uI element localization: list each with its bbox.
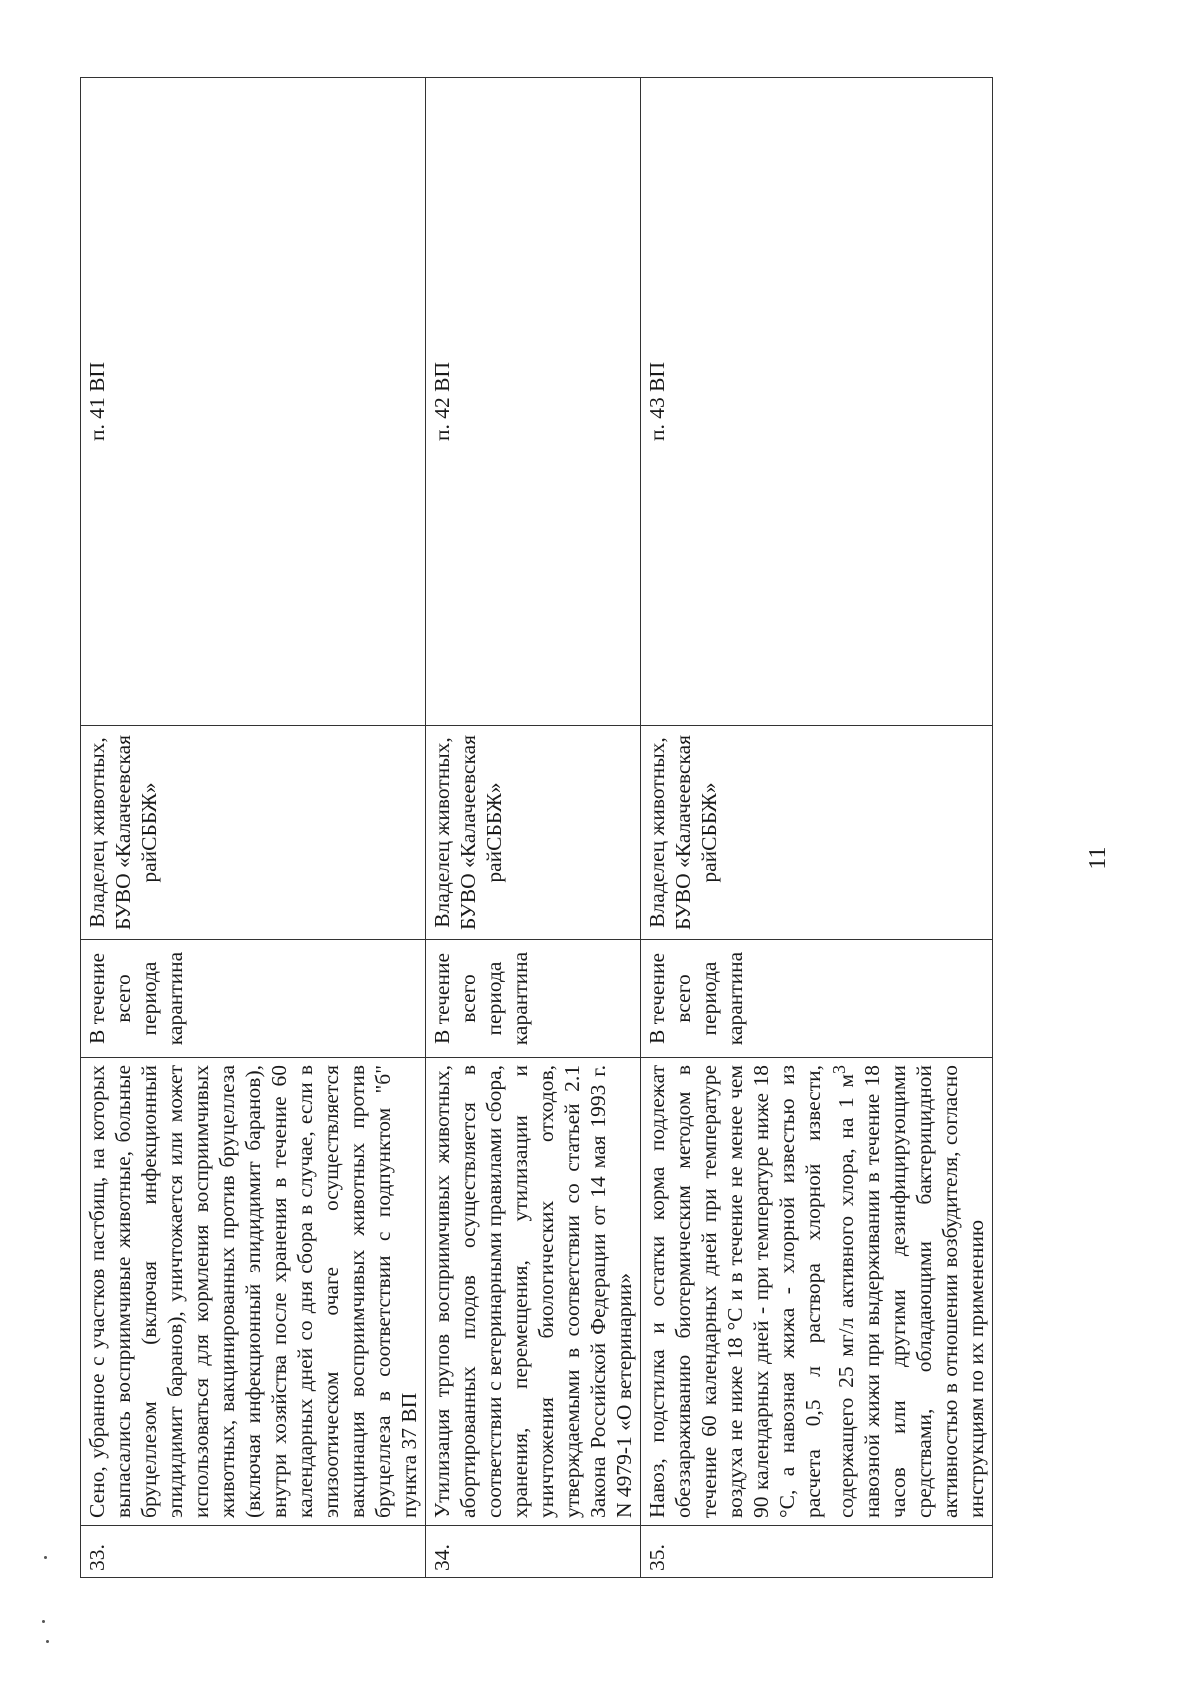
description-text: Навоз, подстилка и остатки корма подлежат обеззараживанию биотермическим методом в течение 60 календарных дней при температуре воздуха не ниже 18 °С и в течение не менее чем 90 календарных дней - при температуре ниже 18 °С, а навозная жижа - хлорной известью из расчета 0,5 л раствора хлорной извести, содержащего 25 мг/л активного хлора, на 1 м [645, 1065, 859, 1518]
measure-term: В течение всего периода карантина [641, 940, 993, 1058]
table-row [81, 78, 426, 1578]
measure-description: Утилизация трупов восприимчивых животных, абортированных плодов осуществляется в соответствии с ветеринарными правилами сбора, хранения, перемещения, утилизации и уничтожения биологических отходов, утверждаемыми в соответствии со статьей 2.1 Закона Российской Федерации от 14 мая 1993 г. N 4979-1 «О ветеринарии» [426, 1058, 641, 1526]
table-row [641, 78, 993, 1578]
measure-responsible: Владелец животных, БУВО «Калачеевская райСББЖ» [426, 726, 641, 940]
measure-reference: п. 41 ВП [81, 78, 426, 726]
superscript-cube: 3 [829, 1065, 849, 1074]
measure-reference: п. 43 ВП [641, 78, 993, 726]
measure-reference: п. 42 ВП [426, 78, 641, 726]
measure-term: В течение всего периода карантина [426, 940, 641, 1058]
measure-description [641, 1058, 993, 1526]
scan-speck [42, 1620, 45, 1623]
description-text-continued: навозной жижи при выдерживании в течение 18 часов или другими дезинфицирующими средствами, обладающими бактерицидной активностью в отношении возбудителя, согласно инструкциям по их применению [860, 1065, 989, 1518]
scan-speck [46, 1640, 49, 1643]
measure-responsible: Владелец животных, БУВО «Калачеевская райСББЖ» [641, 726, 993, 940]
measure-term: В течение всего периода карантина [81, 940, 426, 1058]
row-number: 33. [81, 1526, 426, 1578]
row-number: 35. [641, 1526, 993, 1578]
scan-speck [44, 1556, 47, 1559]
measure-description: Сено, убранное с участков пастбищ, на которых выпасались восприимчивые животные, больные бруцеллезом (включая инфекционный эпидидимит баранов), уничтожается или может использоваться для кормления восприимчивых животных, вакцинированных против бруцеллеза (включая инфекционный эпидидимит баранов), внутри хозяйства после хранения в течение 60 календарных дней со дня сбора в случае, если в эпизоотическом очаге осуществляется вакцинация восприимчивых животных против бруцеллеза в соответствии с подпунктом "б" пункта 37 ВП [81, 1058, 426, 1526]
measures-table [80, 77, 993, 1578]
row-number: 34. [426, 1526, 641, 1578]
measure-responsible: Владелец животных, БУВО «Калачеевская райСББЖ» [81, 726, 426, 940]
table-row [426, 78, 641, 1578]
page-number: 11 [1085, 846, 1111, 870]
